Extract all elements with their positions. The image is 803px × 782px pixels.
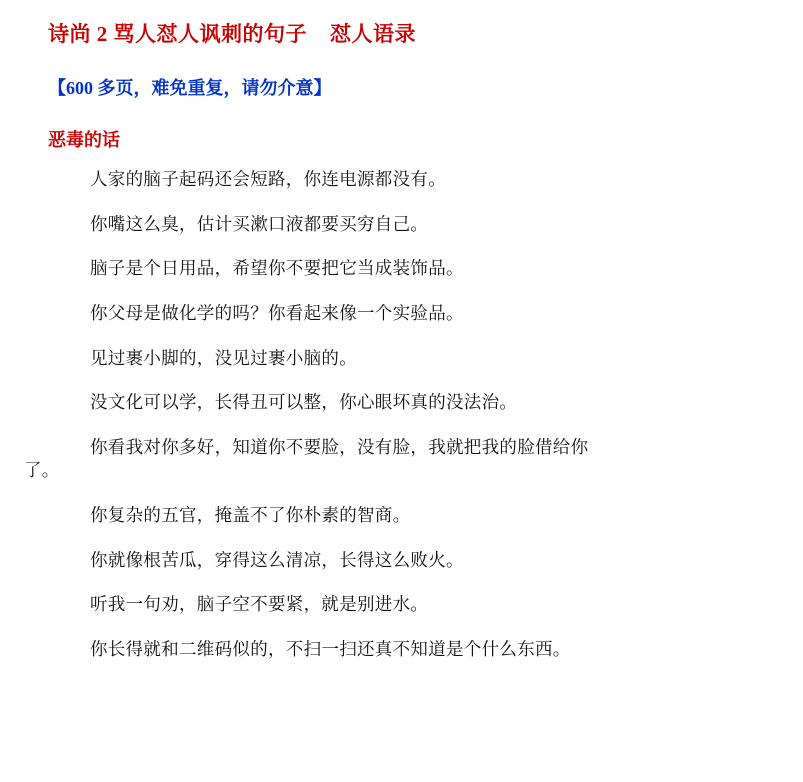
quote-line-text: 听我一句劝，脑子空不要紧，就是别进水。 [90, 594, 429, 615]
quote-list [24, 168, 779, 662]
quote-line [24, 347, 779, 371]
quote-line [24, 213, 779, 237]
quote-line-text: 你长得就和二维码似的，不扫一扫还真不知道是个什么东西。 [90, 638, 571, 659]
quote-line [24, 436, 779, 483]
quote-line-text: 你就像根苦瓜，穿得这么清凉，长得这么败火。 [90, 549, 464, 570]
page-subtitle: 【600 多页，难免重复，请勿介意】 [48, 78, 332, 98]
quote-line [24, 549, 779, 573]
quote-line-text: 人家的脑子起码还会短路，你连电源都没有。 [90, 169, 446, 189]
quote-line-text: 你父母是做化学的吗？你看起来像一个实验品。 [90, 302, 464, 323]
quote-line-text: 没文化可以学，长得丑可以整，你心眼坏真的没法治。 [90, 392, 518, 413]
quote-line [24, 168, 779, 192]
quote-line-text: 见过裹小脚的，没见过裹小脑的。 [90, 347, 357, 368]
quote-line [24, 593, 779, 617]
quote-line-text: 你嘴这么臭，估计买漱口液都要买穷自己。 [90, 213, 429, 234]
page-title: 诗尚 2 骂人怼人讽刺的句子 怼人语录 [48, 22, 416, 46]
quote-line-text: 你看我对你多好，知道你不要脸，没有脸，我就把我的脸借给你 [90, 436, 589, 457]
quote-line-continuation: 了。 [24, 460, 60, 481]
quote-line [24, 504, 779, 528]
quote-line-text: 你复杂的五官，掩盖不了你朴素的智商。 [90, 505, 411, 525]
section-heading: 恶毒的话 [48, 130, 120, 150]
quote-line [24, 391, 779, 415]
quote-line [24, 257, 779, 281]
quote-line-text: 脑子是个日用品，希望你不要把它当成装饰品。 [90, 258, 464, 279]
quote-line [24, 302, 779, 326]
quote-line [24, 638, 779, 662]
